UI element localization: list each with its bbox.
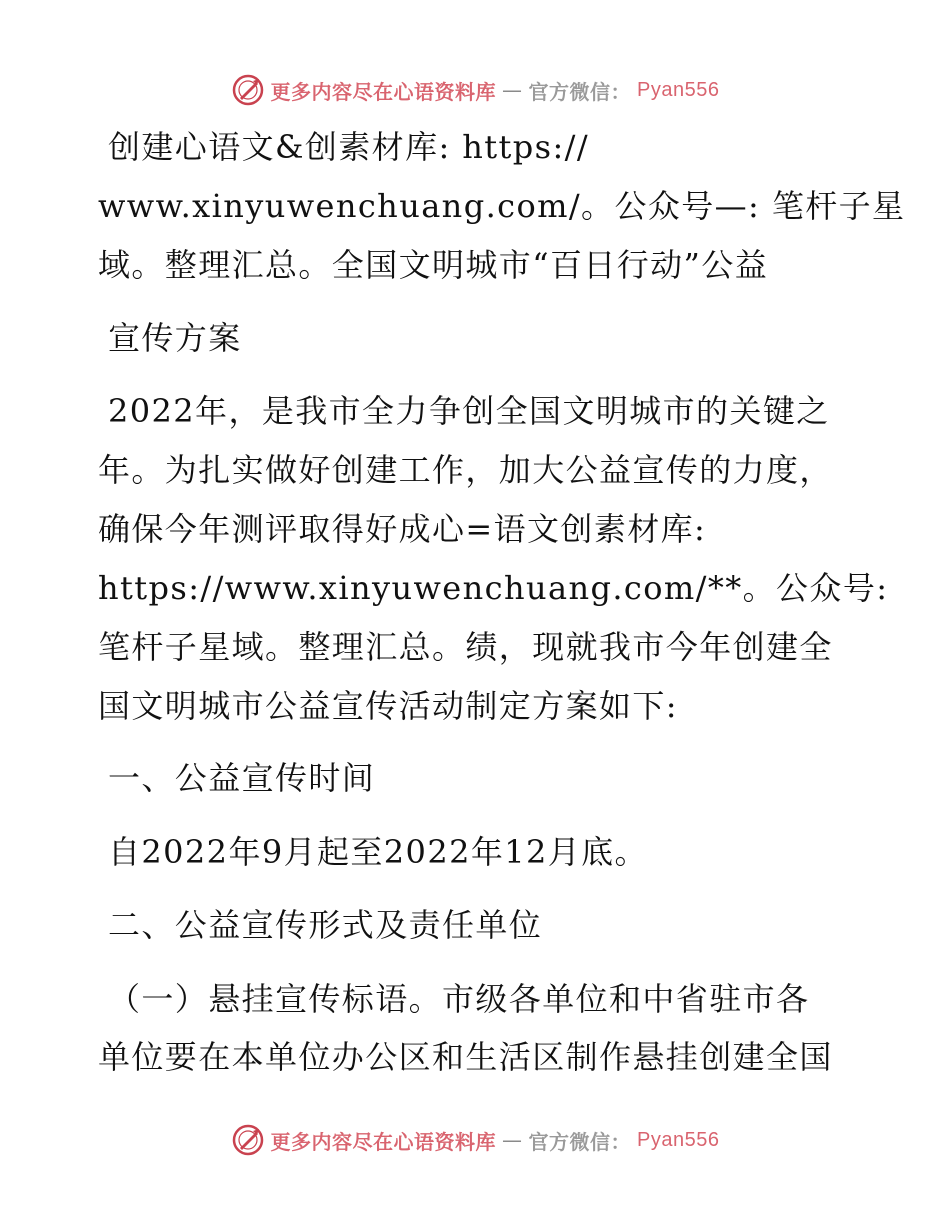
text-line: https://www.xinyuwenchuang.com/**。公众号:	[98, 569, 889, 607]
footer-wechat-id: Pyan556	[637, 1128, 720, 1151]
footer-separator: —	[502, 1128, 523, 1152]
quill-seal-icon	[231, 73, 265, 107]
text-line: 2022年，是我市全力争创全国文明城市的关键之	[108, 392, 830, 430]
section-heading: 二、公益宣传形式及责任单位	[108, 906, 543, 944]
quill-seal-icon	[231, 1123, 265, 1157]
text-line: www.xinyuwenchuang.com/。公众号—: 笔杆子星	[98, 187, 906, 225]
section-heading: 一、公益宣传时间	[108, 759, 376, 797]
header-wechat-id: Pyan556	[637, 78, 720, 101]
text-line: 创建心语文&创素材库: https://	[108, 128, 590, 166]
footer-official-label: 官方微信：	[528, 1129, 632, 1154]
footer-brand-text: 更多内容尽在心语资料库	[270, 1129, 497, 1154]
text-line: 自2022年9月起至2022年12月底。	[108, 833, 648, 871]
text-line: 国文明城市公益宣传活动制定方案如下:	[98, 687, 678, 725]
text-line: 年。为扎实做好创建工作，加大公益宣传的力度，	[98, 451, 833, 489]
header-official-label: 官方微信：	[528, 79, 632, 104]
section-heading: 宣传方案	[108, 319, 242, 357]
text-line: 域。整理汇总。全国文明城市“百日行动”公益	[98, 246, 769, 284]
text-line: （一）悬挂宣传标语。市级各单位和中省驻市各	[108, 980, 810, 1018]
footer-banner	[0, 1120, 950, 1160]
header-brand-text: 更多内容尽在心语资料库	[270, 79, 497, 104]
text-line: 笔杆子星域。整理汇总。绩，现就我市今年创建全	[98, 628, 833, 666]
text-line: 确保今年测评取得好成心=语文创素材库:	[98, 510, 707, 548]
text-line: 单位要在本单位办公区和生活区制作悬挂创建全国	[98, 1038, 833, 1076]
header-banner	[0, 70, 950, 110]
header-separator: —	[502, 78, 523, 102]
